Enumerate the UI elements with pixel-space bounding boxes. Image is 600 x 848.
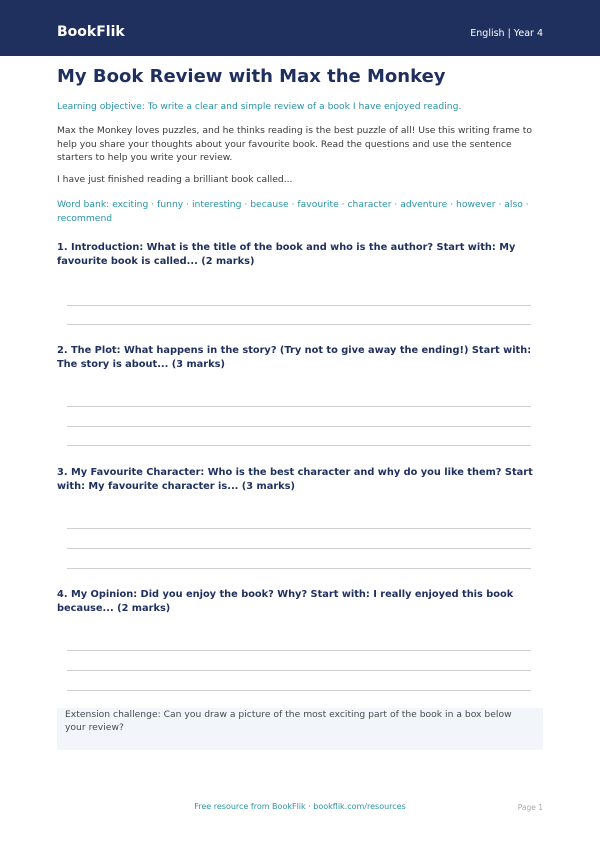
page-title: My Book Review with Max the Monkey bbox=[57, 66, 446, 87]
subject-year-label: English | Year 4 bbox=[470, 28, 543, 39]
question-4: 4. My Opinion: Did you enjoy the book? Why? Start with: I really enjoyed this book because... (2 marks) bbox=[57, 589, 514, 614]
answer-line[interactable] bbox=[67, 670, 531, 671]
answer-line[interactable] bbox=[67, 406, 531, 407]
answer-line[interactable] bbox=[67, 650, 531, 651]
intro-paragraph: Max the Monkey loves puzzles, and he thinks reading is the best puzzle of all! Use this writing frame to help you share your thoughts about your favourite book. Read the questions and use the sentence starters to help you write your review. bbox=[57, 125, 532, 163]
learning-objective: Learning objective: To write a clear and simple review of a book I have enjoyed reading. bbox=[57, 101, 462, 112]
word-bank: Word bank: exciting · funny · interesting · because · favourite · character · adventure · however · also · recommend bbox=[57, 199, 529, 224]
brand-logo-text: BookFlik bbox=[57, 24, 125, 40]
footer-source[interactable]: Free resource from BookFlik · bookflik.com/resources bbox=[194, 802, 406, 811]
header-bar bbox=[0, 0, 600, 56]
answer-line[interactable] bbox=[67, 690, 531, 691]
answer-line[interactable] bbox=[67, 445, 531, 446]
question-1: 1. Introduction: What is the title of the book and who is the author? Start with: My favourite book is called... (2 marks) bbox=[57, 242, 516, 267]
answer-line[interactable] bbox=[67, 548, 531, 549]
question-2: 2. The Plot: What happens in the story? (Try not to give away the ending!) Start with: The story is about... (3 marks) bbox=[57, 345, 532, 370]
sentence-starter: I have just finished reading a brilliant book called... bbox=[57, 174, 293, 185]
extension-challenge-box bbox=[57, 708, 543, 750]
page-number: Page 1 bbox=[517, 803, 543, 812]
extension-challenge-text: Extension challenge: Can you draw a picture of the most exciting part of the book in a box below your review? bbox=[65, 709, 512, 733]
answer-line[interactable] bbox=[67, 568, 531, 569]
question-3: 3. My Favourite Character: Who is the best character and why do you like them? Start with: My favourite character is... (3 marks) bbox=[57, 467, 533, 492]
answer-line[interactable] bbox=[67, 305, 531, 306]
answer-line[interactable] bbox=[67, 426, 531, 427]
answer-line[interactable] bbox=[67, 528, 531, 529]
answer-line[interactable] bbox=[67, 324, 531, 325]
